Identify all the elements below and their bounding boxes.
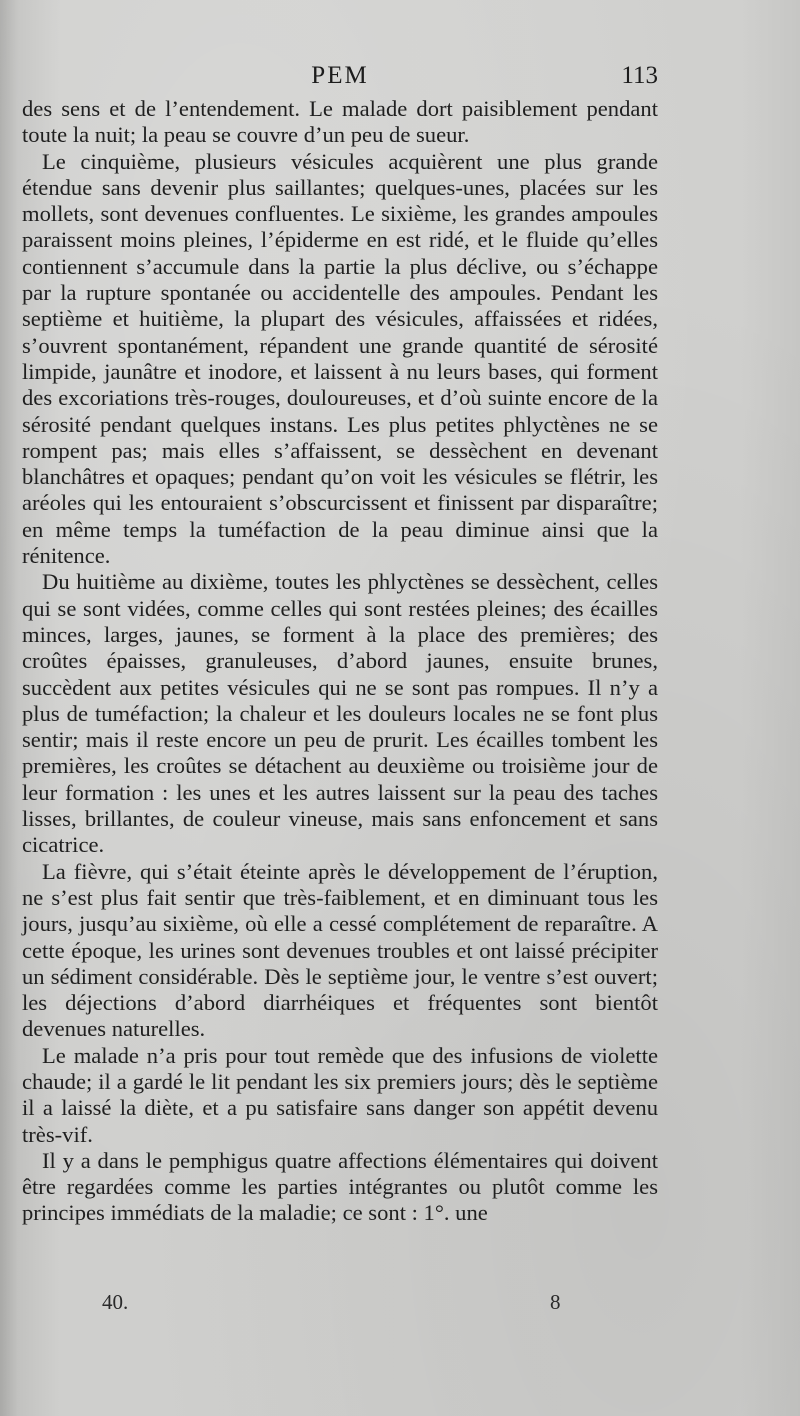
paragraph: La fièvre, qui s’était éteinte après le développement de l’éruption, ne s’est plus fait sentir que très-faiblement, et en diminuant tous les jours, jusqu’au sixième, où elle a cessé complétement de reparaître. A cette époque, les urines sont devenues troubles et ont laissé précipiter un sédiment considérable. Dès le septième jour, le ventre s’est ouvert; les déjections d’abord diarrhéiques et fréquentes sont bientôt devenues naturelles.	[22, 858, 658, 1042]
page-footer	[22, 1290, 658, 1320]
paragraph: Du huitième au dixième, toutes les phlyctènes se dessèchent, celles qui se sont vidées, comme celles qui sont restées pleines; des écailles minces, larges, jaunes, se forment à la place des premières; des croûtes épaisses, granuleuses, d’abord jaunes, ensuite brunes, succèdent aux petites vésicules qui ne se sont pas rompues. Il n’y a plus de tuméfaction; la chaleur et les douleurs locales ne se font plus sentir; mais il reste encore un peu de prurit. Les écailles tombent les premières, les croûtes se détachent au deuxième ou troisième jour de leur formation : les unes et les autres laissent sur la peau des taches lisses, brillantes, de couleur vineuse, mais sans enfoncement et sans cicatrice.	[22, 569, 658, 858]
running-head-title: PEM	[311, 62, 369, 89]
sheet-number: 40.	[102, 1290, 129, 1314]
signature-mark: 8	[550, 1290, 561, 1314]
paragraph: Il y a dans le pemphigus quatre affections élémentaires qui doivent être regardées comme les parties intégrantes ou plutôt comme les principes immédiats de la maladie; ce sont : 1°. une	[22, 1147, 658, 1226]
page-number: 113	[621, 62, 658, 89]
running-head	[22, 62, 658, 96]
paragraph: Le cinquième, plusieurs vésicules acquièrent une plus grande étendue sans devenir plus saillantes; quelques-unes, placées sur les mollets, sont devenues confluentes. Le sixième, les grandes ampoules paraissent moins pleines, l’épiderme en est ridé, et le fluide qu’elles contiennent s’accumule dans la partie la plus déclive, ou s’échappe par la rupture spontanée ou accidentelle des ampoules. Pendant les septième et huitième, la plupart des vésicules, affaissées et ridées, s’ouvrent spontanément, répandent une grande quantité de sérosité limpide, jaunâtre et inodore, et laissent à nu leurs bases, qui forment des excoriations très-rouges, douloureuses, et d’où suinte encore de la sérosité pendant quelques instans. Les plus petites phlyctènes ne se rompent pas; mais elles s’affaissent, se dessèchent en devenant blanchâtres et opaques; pendant qu’on voit les vésicules se flétrir, les aréoles qui les entouraient s’obscurcissent et finissent par disparaître; en même temps la tuméfaction de la peau diminue ainsi que la rénitence.	[22, 148, 658, 569]
paragraph-continued: des sens et de l’entendement. Le malade dort paisiblement pendant toute la nuit; la peau se couvre d’un peu de sueur.	[22, 96, 658, 148]
paragraph: Le malade n’a pris pour tout remède que des infusions de violette chaude; il a gardé le lit pendant les six premiers jours; dès le septième il a laissé la diète, et a pu satisfaire sans danger son appétit devenu très-vif.	[22, 1042, 658, 1147]
body-text	[22, 96, 658, 1227]
